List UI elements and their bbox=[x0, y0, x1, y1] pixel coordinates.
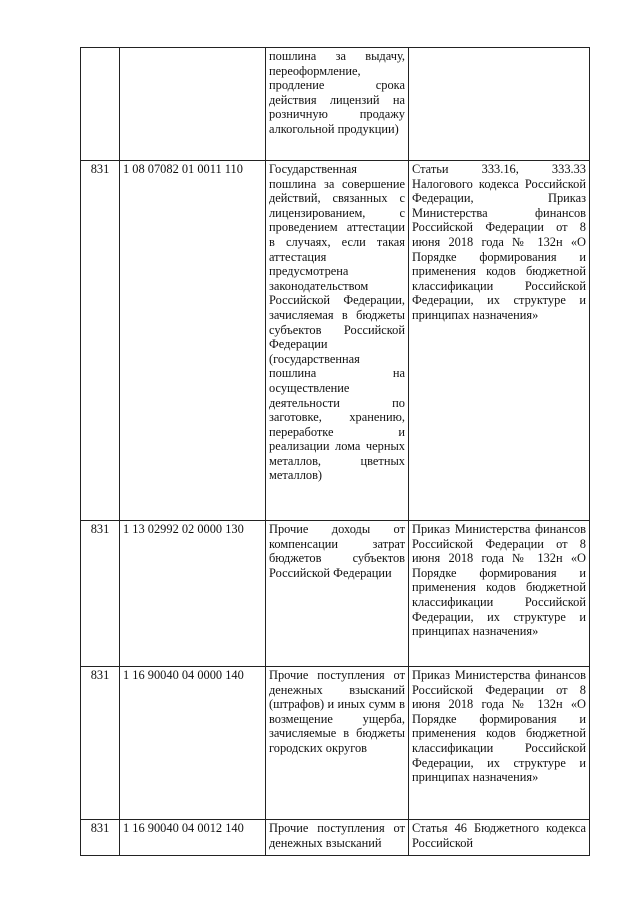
admin-code-cell bbox=[81, 48, 120, 161]
revenue-codes-table bbox=[80, 47, 590, 856]
budget-code-cell: 1 08 07082 01 0011 110 bbox=[120, 161, 266, 521]
admin-code-cell: 831 bbox=[81, 521, 120, 667]
legal-basis-cell bbox=[409, 48, 590, 161]
legal-basis-cell: Статья 46 Бюджетного кодекса Российской bbox=[409, 820, 590, 856]
budget-code-cell bbox=[120, 48, 266, 161]
budget-code-cell: 1 13 02992 02 0000 130 bbox=[120, 521, 266, 667]
budget-code-cell: 1 16 90040 04 0012 140 bbox=[120, 820, 266, 856]
table-row bbox=[81, 48, 590, 161]
table-row bbox=[81, 820, 590, 856]
legal-basis-cell: Приказ Министерства финансов Российской Федерации от 8 июня 2018 года № 132н «О Порядке формирования и применения кодов бюджетной классификации Российской Федерации, их структуре и принципах назначения» bbox=[409, 521, 590, 667]
revenue-name-cell: пошлина за выдачу, переоформление, продление срока действия лицензий на розничную продажу алкогольной продукции) bbox=[266, 48, 409, 161]
admin-code-cell: 831 bbox=[81, 161, 120, 521]
table-row bbox=[81, 667, 590, 820]
table-row bbox=[81, 161, 590, 521]
revenue-name-cell: Прочие поступления от денежных взысканий (штрафов) и иных сумм в возмещение ущерба, зачисляемые в бюджеты городских округов bbox=[266, 667, 409, 820]
legal-basis-cell: Статьи 333.16, 333.33 Налогового кодекса Российской Федерации, Приказ Министерства финансов Российской Федерации от 8 июня 2018 года № 132н «О Порядке формирования и применения кодов бюджетной классификации Российской Федерации, их структуре и принципах назначения» bbox=[409, 161, 590, 521]
admin-code-cell: 831 bbox=[81, 667, 120, 820]
admin-code-cell: 831 bbox=[81, 820, 120, 856]
revenue-name-cell: Прочие доходы от компенсации затрат бюджетов субъектов Российской Федерации bbox=[266, 521, 409, 667]
revenue-name-cell: Государственная пошлина за совершение действий, связанных с лицензированием, с проведением аттестации в случаях, если такая аттестация предусмотрена законодательством Российской Федерации, зачисляемая в бюджеты субъектов Российской Федерации (государственная пошлина на осуществление деятельности по заготовке, хранению, переработке и реализации лома черных металлов, цветных металлов) bbox=[266, 161, 409, 521]
legal-basis-cell: Приказ Министерства финансов Российской Федерации от 8 июня 2018 года № 132н «О Порядке формирования и применения кодов бюджетной классификации Российской Федерации, их структуре и принципах назначения» bbox=[409, 667, 590, 820]
table-row bbox=[81, 521, 590, 667]
budget-code-cell: 1 16 90040 04 0000 140 bbox=[120, 667, 266, 820]
revenue-name-cell: Прочие поступления от денежных взысканий bbox=[266, 820, 409, 856]
